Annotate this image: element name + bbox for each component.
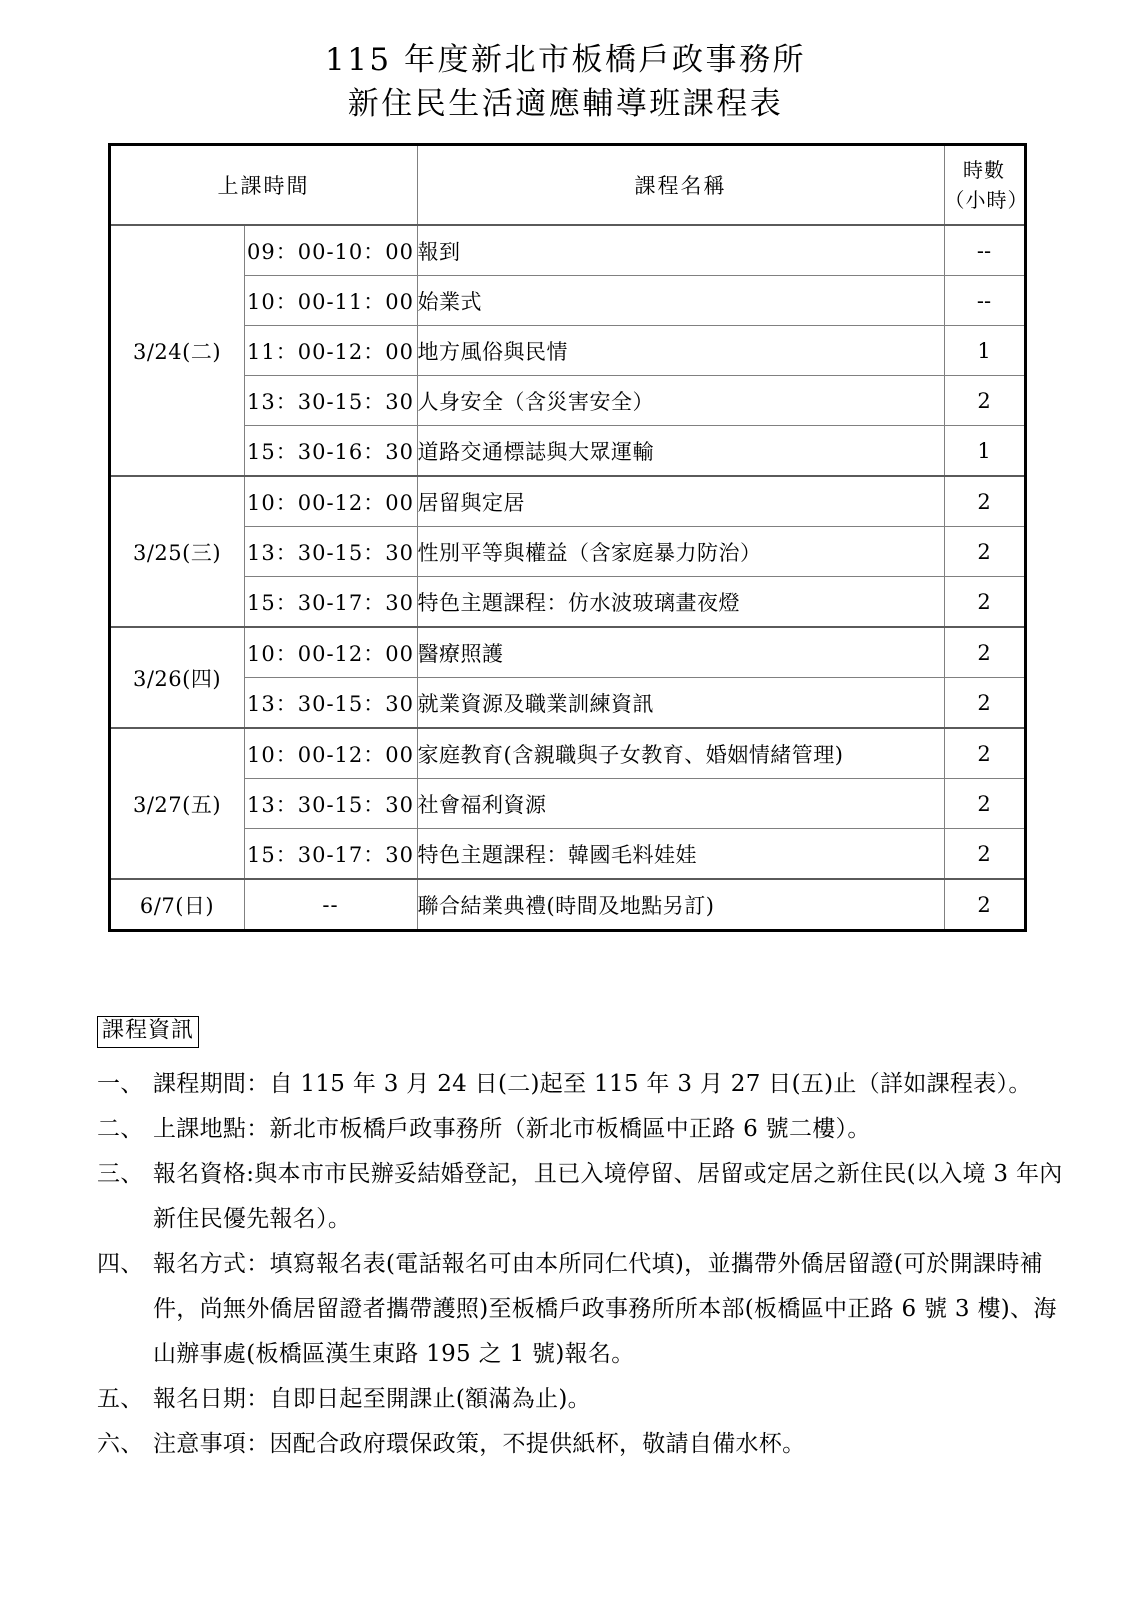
cell-course-name: 聯合結業典禮(時間及地點另訂) bbox=[417, 879, 944, 931]
cell-hours: 2 bbox=[944, 728, 1025, 779]
column-header-course: 課程名稱 bbox=[417, 145, 944, 226]
cell-hours: 2 bbox=[944, 879, 1025, 931]
table-row bbox=[109, 728, 1025, 779]
schedule-table-container bbox=[108, 143, 1029, 932]
course-info-item-marker: 一、 bbox=[97, 1071, 144, 1097]
cell-time: 11：00-12：00 bbox=[244, 326, 417, 376]
course-info-item-text: 報名資格:與本市市民辦妥結婚登記，且已入境停留、居留或定居之新住民(以入境 3 年內新住民優先報名）。 bbox=[153, 1161, 1063, 1232]
table-row bbox=[109, 829, 1025, 880]
cell-time: 13：30-15：30 bbox=[244, 527, 417, 577]
cell-course-name: 居留與定居 bbox=[417, 476, 944, 527]
cell-course-name: 特色主題課程：仿水波玻璃畫夜燈 bbox=[417, 577, 944, 628]
table-row bbox=[109, 879, 1025, 931]
cell-hours: 2 bbox=[944, 627, 1025, 678]
cell-hours: 1 bbox=[944, 426, 1025, 477]
schedule-table-body bbox=[109, 225, 1025, 931]
course-info-item bbox=[97, 1062, 1065, 1107]
cell-course-name: 家庭教育(含親職與子女教育、婚姻情緒管理) bbox=[417, 728, 944, 779]
document-title bbox=[0, 0, 1131, 126]
table-row bbox=[109, 225, 1025, 276]
cell-course-name: 性別平等與權益（含家庭暴力防治） bbox=[417, 527, 944, 577]
cell-time: -- bbox=[244, 879, 417, 931]
column-header-hours-line1: 時數 bbox=[963, 158, 1005, 182]
title-line-2: 新住民生活適應輔導班課程表 bbox=[347, 86, 784, 122]
course-info-item-text: 上課地點：新北市板橋戶政事務所（新北市板橋區中正路 6 號二樓）。 bbox=[153, 1116, 871, 1142]
cell-date: 3/24(二) bbox=[109, 225, 244, 476]
cell-course-name: 醫療照護 bbox=[417, 627, 944, 678]
course-info-item bbox=[97, 1377, 1065, 1422]
course-info-heading: 課程資訊 bbox=[97, 1016, 199, 1048]
cell-time: 10：00-12：00 bbox=[244, 476, 417, 527]
cell-hours: 2 bbox=[944, 779, 1025, 829]
table-header-row bbox=[109, 145, 1025, 226]
course-info-item-marker: 四、 bbox=[97, 1251, 144, 1277]
cell-time: 13：30-15：30 bbox=[244, 678, 417, 729]
course-info-item bbox=[97, 1422, 1065, 1467]
table-row bbox=[109, 426, 1025, 477]
cell-date: 3/26(四) bbox=[109, 627, 244, 728]
course-info-item-marker: 五、 bbox=[97, 1386, 144, 1412]
cell-course-name: 就業資源及職業訓練資訊 bbox=[417, 678, 944, 729]
cell-hours: 1 bbox=[944, 326, 1025, 376]
cell-hours: 2 bbox=[944, 577, 1025, 628]
cell-course-name: 地方風俗與民情 bbox=[417, 326, 944, 376]
course-info-list bbox=[97, 1062, 1065, 1467]
course-info-item bbox=[97, 1107, 1065, 1152]
table-row bbox=[109, 376, 1025, 426]
cell-hours: 2 bbox=[944, 376, 1025, 426]
cell-date: 6/7(日) bbox=[109, 879, 244, 931]
cell-hours: 2 bbox=[944, 829, 1025, 880]
table-row bbox=[109, 627, 1025, 678]
column-header-hours-line2: （小時） bbox=[944, 188, 1029, 212]
cell-hours: 2 bbox=[944, 678, 1025, 729]
table-row bbox=[109, 678, 1025, 729]
course-info-item-text: 注意事項：因配合政府環保政策，不提供紙杯，敬請自備水杯。 bbox=[153, 1431, 806, 1457]
column-header-time: 上課時間 bbox=[109, 145, 417, 226]
course-info-section bbox=[0, 1016, 1131, 1467]
cell-time: 10：00-12：00 bbox=[244, 728, 417, 779]
cell-hours: 2 bbox=[944, 476, 1025, 527]
title-line-1: 115 年度新北市板橋戶政事務所 bbox=[324, 42, 807, 78]
course-info-item bbox=[97, 1152, 1065, 1242]
column-header-hours bbox=[944, 145, 1029, 226]
cell-time: 10：00-11：00 bbox=[244, 276, 417, 326]
cell-hours: 2 bbox=[944, 527, 1025, 577]
cell-time: 15：30-17：30 bbox=[244, 577, 417, 628]
cell-course-name: 社會福利資源 bbox=[417, 779, 944, 829]
cell-time: 15：30-17：30 bbox=[244, 829, 417, 880]
cell-course-name: 道路交通標誌與大眾運輸 bbox=[417, 426, 944, 477]
course-info-item-text: 課程期間：自 115 年 3 月 24 日(二)起至 115 年 3 月 27 日(五)止（詳如課程表）。 bbox=[153, 1071, 1032, 1097]
table-row bbox=[109, 326, 1025, 376]
schedule-table bbox=[108, 143, 1027, 932]
cell-time: 10：00-12：00 bbox=[244, 627, 417, 678]
schedule-table-head bbox=[109, 145, 1029, 226]
table-row bbox=[109, 577, 1025, 628]
course-info-item-text: 報名日期：自即日起至開課止(額滿為止)。 bbox=[153, 1386, 591, 1412]
table-row bbox=[109, 476, 1025, 527]
cell-time: 13：30-15：30 bbox=[244, 376, 417, 426]
cell-hours: -- bbox=[944, 225, 1025, 276]
cell-date: 3/25(三) bbox=[109, 476, 244, 627]
course-info-item-marker: 二、 bbox=[97, 1116, 144, 1142]
cell-hours: -- bbox=[944, 276, 1025, 326]
cell-time: 09：00-10：00 bbox=[244, 225, 417, 276]
table-row bbox=[109, 276, 1025, 326]
course-info-item-marker: 三、 bbox=[97, 1161, 144, 1187]
table-row bbox=[109, 779, 1025, 829]
course-info-item-marker: 六、 bbox=[97, 1431, 144, 1457]
course-info-item bbox=[97, 1242, 1065, 1377]
cell-time: 15：30-16：30 bbox=[244, 426, 417, 477]
cell-course-name: 人身安全（含災害安全） bbox=[417, 376, 944, 426]
cell-course-name: 始業式 bbox=[417, 276, 944, 326]
cell-course-name: 報到 bbox=[417, 225, 944, 276]
course-info-item-text: 報名方式：填寫報名表(電話報名可由本所同仁代填)，並攜帶外僑居留證(可於開課時補件，尚無外僑居留證者攜帶護照)至板橋戶政事務所所本部(板橋區中正路 6 號 3 樓)、海山辦事處(板橋區漢生東路 195 之 1 號)報名。 bbox=[153, 1251, 1057, 1367]
table-row bbox=[109, 527, 1025, 577]
cell-time: 13：30-15：30 bbox=[244, 779, 417, 829]
cell-date: 3/27(五) bbox=[109, 728, 244, 879]
cell-course-name: 特色主題課程：韓國毛料娃娃 bbox=[417, 829, 944, 880]
